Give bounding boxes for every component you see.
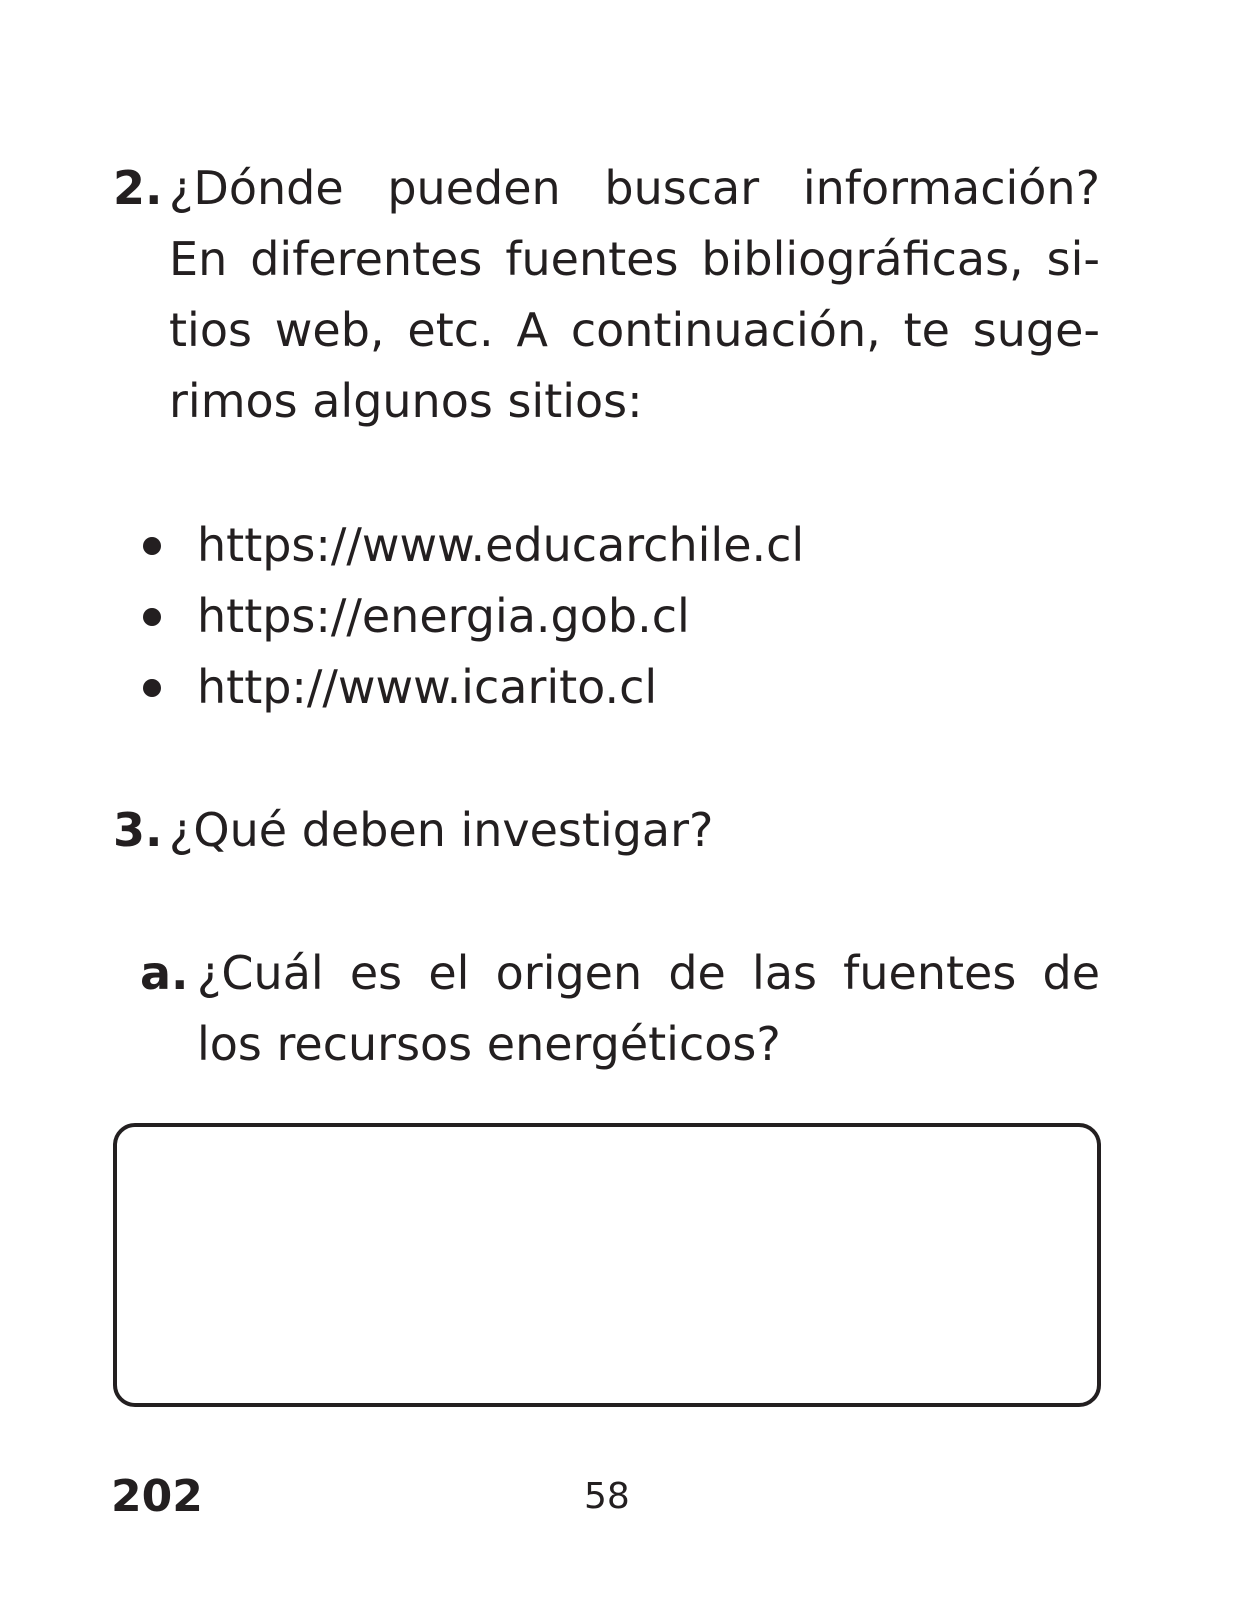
question-2-line: ¿Dónde pueden buscar información? bbox=[169, 161, 1100, 215]
list-item bbox=[140, 652, 804, 723]
question-3-text: ¿Qué deben investigar? bbox=[169, 803, 714, 857]
question-3a-text bbox=[197, 938, 1100, 1080]
question-2 bbox=[113, 153, 1100, 437]
question-3 bbox=[113, 795, 1100, 866]
question-2-line: En diferentes fuentes bibliográficas, si- bbox=[169, 232, 1100, 286]
site-url: https://www.educarchile.cl bbox=[197, 518, 805, 572]
book-page-number: 202 bbox=[111, 1471, 203, 1522]
question-2-text bbox=[169, 153, 1100, 437]
answer-box[interactable] bbox=[113, 1123, 1101, 1407]
page-number: 58 bbox=[584, 1476, 630, 1517]
question-2-number: 2. bbox=[113, 161, 163, 215]
list-item bbox=[140, 581, 804, 652]
suggested-sites-list bbox=[140, 510, 804, 723]
question-3a bbox=[140, 938, 1100, 1080]
question-3-number: 3. bbox=[113, 803, 163, 857]
question-3a-letter: a. bbox=[140, 946, 189, 1000]
bullet-icon bbox=[143, 679, 161, 697]
list-item bbox=[140, 510, 804, 581]
bullet-icon bbox=[143, 608, 161, 626]
site-url: https://energia.gob.cl bbox=[197, 589, 690, 643]
question-2-line: tios web, etc. A continuación, te suge- bbox=[169, 303, 1100, 357]
bullet-icon bbox=[143, 537, 161, 555]
site-url: http://www.icarito.cl bbox=[197, 660, 658, 714]
question-2-line: rimos algunos sitios: bbox=[169, 374, 643, 428]
question-3a-line: ¿Cuál es el origen de las fuentes de bbox=[197, 946, 1100, 1000]
question-3a-line: los recursos energéticos? bbox=[197, 1017, 781, 1071]
